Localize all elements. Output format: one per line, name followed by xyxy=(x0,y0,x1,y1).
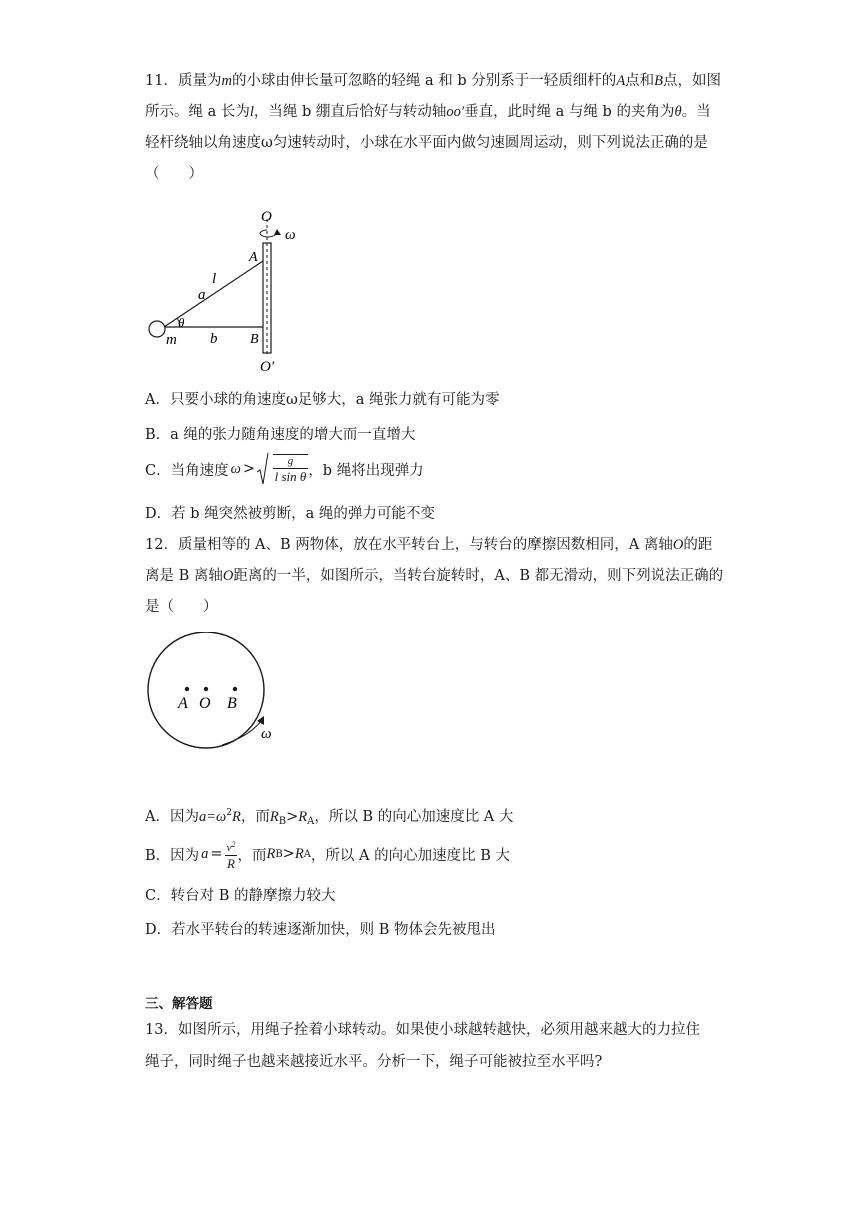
q12-figure xyxy=(140,632,280,750)
fraction-v2-over-R: $\frac{v^2}{R}$ xyxy=(226,839,236,871)
q11-option-a: A．只要小球的角速度ω足够大，a 绳张力就有可能为零 xyxy=(145,392,500,408)
q12-option-d: D．若水平转台的转速逐渐加快，则 B 物体会先被甩出 xyxy=(145,922,496,938)
fig11-label-O: O xyxy=(261,209,272,225)
q12-option-b: B．因为 a = $\frac{v^2}{R}$ ，而 R B > R A ，所以 A 的向心加速度比 B 大 xyxy=(145,839,510,871)
fig12-label-B: B xyxy=(227,695,237,712)
sqrt-expression: $\frac{g}{\text{l sin θ}}$ xyxy=(257,452,308,486)
q12-stem: 12．质量相等的 A、B 两物体，放在水平转台上，与转台的摩擦因数相同，A 离轴O的距离是 B 离轴O距离的一半，如图所示，当转台旋转时，A、B 都无滑动，则下列说法正确的是（ ） xyxy=(145,537,724,615)
fig11-label-B: B xyxy=(250,332,259,347)
q11-stem: 11．质量为m的小球由伸长量可忽略的轻绳 a 和 b 分别系于一轻质细杆的A点和B点，如图所示。绳 a 长为l，当绳 b 绷直后恰好与转动轴oo′垂直，此时绳 a 与绳 b 的夹角为θ。当轻杆绕轴以角速度ω匀速转动时，小球在水平面内做匀速圆周运动，则下列说法正确的是（ ） xyxy=(145,73,722,182)
q13-line-2: 绳子，同时绳子也越来越接近水平。分析一下，绳子可能被拉至水平吗? xyxy=(145,1054,603,1070)
fig11-label-a: a xyxy=(198,287,206,303)
fig12-label-O: O xyxy=(199,695,211,712)
q12-option-c: C．转台对 B 的静摩擦力较大 xyxy=(145,888,336,904)
q13-line-1: 13．如图所示，用绳子拴着小球转动。如果使小球越转越快，必须用越来越大的力拉住 xyxy=(145,1022,700,1038)
q12-option-a: A．因为$a=\omega^2R$，而$R_B>R_A$，所以 B 的向心加速度比 A 大 xyxy=(145,808,514,827)
fig11-label-omega: ω xyxy=(285,227,296,243)
section-heading: 三、解答题 xyxy=(145,996,213,1012)
fig11-label-l: l xyxy=(212,271,217,287)
q11-option-d: D．若 b 绳突然被剪断，a 绳的弹力可能不变 xyxy=(145,506,435,522)
fig11-label-m: m xyxy=(166,332,177,348)
fig11-label-theta: θ xyxy=(178,315,185,330)
fig11-label-b: b xyxy=(210,331,218,347)
fig12-label-omega: ω xyxy=(261,726,272,742)
q11-option-c: C．当角速度 ω > $\frac{g}{\text{l sin θ}}$ ，b 绳将出现弹力 xyxy=(145,452,424,486)
fig11-label-A: A xyxy=(249,250,258,265)
fig11-label-Oprime: O′ xyxy=(260,359,275,375)
fig12-label-A: A xyxy=(178,695,188,712)
q11-figure xyxy=(140,205,320,377)
q11-option-b: B．a 绳的张力随角速度的增大而一直增大 xyxy=(145,427,416,443)
